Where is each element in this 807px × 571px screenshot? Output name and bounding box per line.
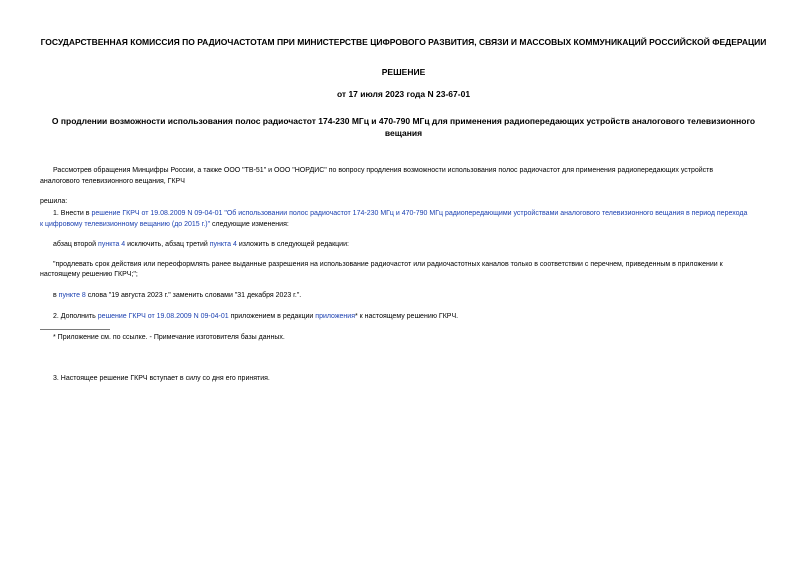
item-3: 3. Настоящее решение ГКРЧ вступает в силу со дня его принятия.: [53, 375, 270, 382]
item-1-suffix: следующие изменения:: [210, 221, 289, 228]
item-1-line-1: [53, 209, 747, 220]
point-8-link[interactable]: пункте 8: [58, 292, 86, 299]
issuing-authority: ГОСУДАРСТВЕННАЯ КОМИССИЯ ПО РАДИОЧАСТОТАМ ПРИ МИНИСТЕРСТВЕ ЦИФРОВОГО РАЗВИТИЯ, СВЯЗИ И МАССОВЫХ КОММУНИКАЦИЙ РОССИЙСКОЙ ФЕДЕРАЦИИ: [40, 37, 767, 47]
item-2-suffix: * к настоящему решению ГКРЧ.: [355, 313, 459, 320]
quote-line-2: настоящему решению ГКРЧ;";: [40, 271, 138, 278]
para-b-text-1: в: [53, 292, 59, 299]
point-4-link-2[interactable]: пункта 4: [209, 241, 237, 248]
item-2-prefix: 2. Дополнить: [53, 313, 98, 320]
quote-line-1: "продлевать срок действия или переоформлять ранее выданные разрешения на использование радиочастот или радиочастотных каналов только в соответствии с перечнем, приведенным в приложении к: [53, 261, 723, 268]
document-title: О продлении возможности использования полос радиочастот 174-230 МГц и 470-790 МГц для применения радиопередающих устройств аналогового телевизионного вещания: [51, 116, 756, 138]
decision-link-2009-cont[interactable]: к цифровому телевизионному вещанию (до 2015 г.)": [40, 221, 211, 228]
footnote: * Приложение см. по ссылке. - Примечание изготовителя базы данных.: [53, 334, 285, 341]
item-1-line-2: [40, 220, 289, 231]
item-1-prefix: 1. Внести в: [53, 210, 92, 217]
paragraph-b: [53, 291, 301, 302]
decision-link-2009[interactable]: решение ГКРЧ от 19.08.2009 N 09-04-01 "Об использовании полос радиочастот 174-230 МГц и 470-790 МГц радиопередающими устройствами аналогового телевизионного вещания в период перехода: [91, 210, 748, 217]
decided-label: решила:: [40, 198, 68, 205]
decision-link-2009-b[interactable]: решение ГКРЧ от 19.08.2009 N 09-04-01: [97, 313, 229, 320]
preamble-line-2: аналогового телевизионного вещания, ГКРЧ: [40, 178, 185, 185]
item-2: [53, 312, 458, 323]
document-date-number: от 17 июля 2023 года N 23-67-01: [336, 89, 471, 99]
item-2-mid: приложением в редакции: [228, 313, 316, 320]
para-b-text-2: слова "19 августа 2023 г." заменить словами "31 декабря 2023 г.".: [85, 292, 302, 299]
appendix-link[interactable]: приложения: [315, 313, 355, 320]
document-type: РЕШЕНИЕ: [381, 67, 426, 77]
footnote-divider: [40, 329, 110, 330]
point-4-link-1[interactable]: пункта 4: [98, 241, 126, 248]
preamble-line-1: Рассмотрев обращения Минцифры России, а также ООО "ТВ-51" и ООО "НОРДИС" по вопросу продления возможности использования полос радиочастот для применения радиопередающих устройств: [53, 167, 714, 174]
paragraph-a: [53, 240, 349, 251]
para-a-text-2: исключить, абзац третий: [125, 241, 210, 248]
para-a-text-1: абзац второй: [53, 241, 99, 248]
para-a-text-3: изложить в следующей редакции:: [236, 241, 349, 248]
